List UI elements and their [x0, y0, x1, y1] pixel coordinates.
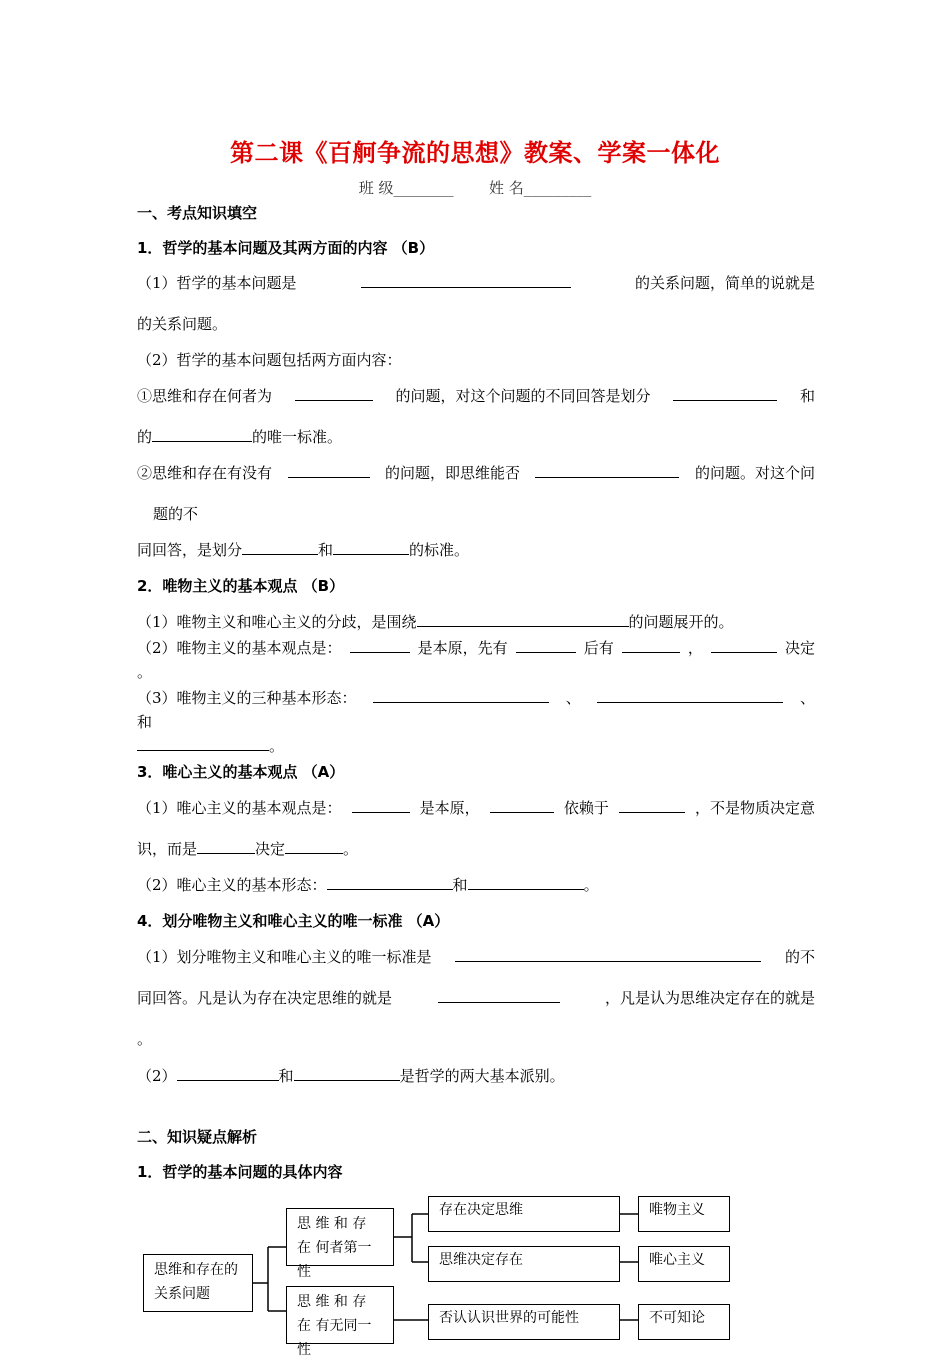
q1-line-7: 题的不 — [153, 505, 199, 523]
q1-line-1: （1）哲学的基本问题是 的关系问题，简单的说就是 — [137, 274, 815, 292]
q1-line-2: 的关系问题。 — [137, 315, 228, 333]
q2-line-2: （2）唯物主义的基本观点是： 是本原，先有 后有 ， 决定 — [137, 639, 815, 657]
diagram-result-box: 不可知论 — [638, 1304, 730, 1340]
q4-line-4: （2） 和 是哲学的两大基本派别。 — [137, 1067, 565, 1085]
q3-line-3: （2）唯心主义的基本形态： 和 。 — [137, 876, 599, 894]
q4-line-3: 。 — [137, 1030, 153, 1048]
q1-heading: 1．哲学的基本问题及其两方面的内容 （B） — [137, 239, 435, 257]
diagram-leaf-box: 思维决定存在 — [428, 1246, 620, 1282]
q2-line-1: （1）唯物主义和唯心主义的分歧，是围绕 的问题展开的。 — [137, 613, 734, 631]
q2-line-6: 。 — [137, 736, 815, 756]
q1-line-6: ②思维和存在有没有 的问题，即思维能否 的问题。对这个问 — [137, 464, 815, 482]
name-label: 姓 名_________ — [489, 179, 592, 197]
q2-line-4: （3）唯物主义的三种基本形态： 、 、 — [137, 689, 815, 707]
diagram-branch-first-box: 思 维 和 存 在 何者第一性 — [286, 1208, 394, 1266]
page-title: 第二课《百舸争流的思想》教案、学案一体化 — [230, 138, 720, 167]
q4-line-1: （1）划分唯物主义和唯心主义的唯一标准是 的不 — [137, 948, 815, 966]
q3-line-2: 识，而是 决定 。 — [137, 840, 359, 858]
q3-heading: 3．唯心主义的基本观点 （A） — [137, 763, 345, 781]
q4-line-2: 同回答。凡是认为存在决定思维的就是 ，凡是认为思维决定存在的就是 — [137, 989, 815, 1007]
class-label: 班 级________ — [358, 179, 454, 197]
q1-line-8: 同回答，是划分 和 的标准。 — [137, 541, 470, 559]
q1-line-5: 的 的唯一标准。 — [137, 428, 343, 446]
q1-line-4: ①思维和存在何者为 的问题，对这个问题的不同回答是划分 和 — [137, 387, 815, 405]
q2-line-5: 和 — [137, 713, 153, 731]
analysis-heading: 1．哲学的基本问题的具体内容 — [137, 1163, 343, 1181]
diagram-root-box: 思维和存在的关系问题 — [143, 1254, 253, 1312]
q4-heading: 4．划分唯物主义和唯心主义的唯一标准 （A） — [137, 912, 450, 930]
diagram-leaf-box: 存在决定思维 — [428, 1196, 620, 1232]
diagram-result-box: 唯物主义 — [638, 1196, 730, 1232]
diagram-branch-identity-box: 思 维 和 存 在 有无同一性 — [286, 1286, 394, 1344]
section-heading-1: 一、考点知识填空 — [137, 204, 258, 222]
diagram-result-box: 唯心主义 — [638, 1246, 730, 1282]
section-heading-2: 二、知识疑点解析 — [137, 1128, 258, 1146]
q3-line-1: （1）唯心主义的基本观点是： 是本原， 依赖于 ，不是物质决定意 — [137, 799, 815, 817]
q1-line-3: （2）哲学的基本问题包括两方面内容： — [137, 351, 402, 369]
q2-heading: 2．唯物主义的基本观点 （B） — [137, 577, 345, 595]
diagram-leaf-box: 否认认识世界的可能性 — [428, 1304, 620, 1340]
q2-line-3: 。 — [137, 663, 153, 681]
